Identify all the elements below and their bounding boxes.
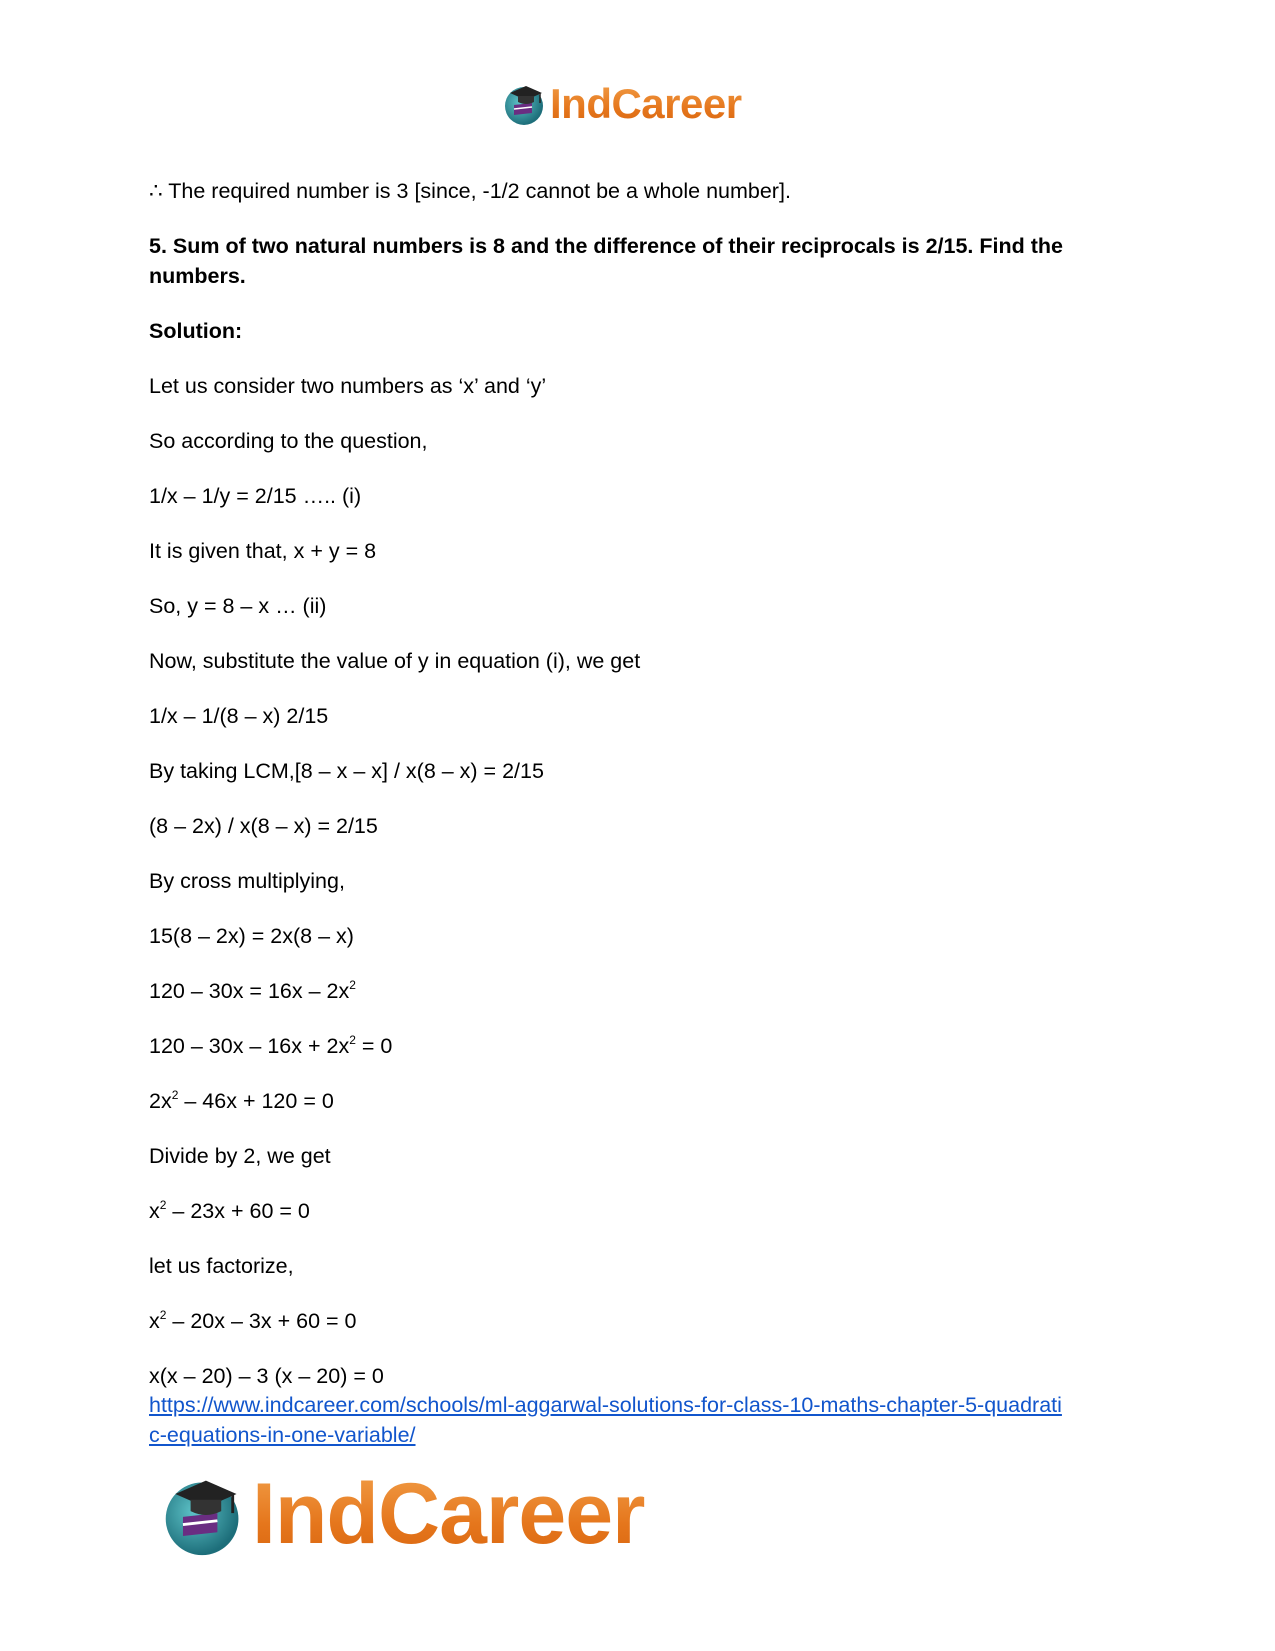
footer-logo [160,1467,645,1562]
exponent: 2 [171,1088,179,1102]
exponent: 2 [159,1308,167,1322]
source-link[interactable] [149,1390,1129,1450]
equation-line: x(x – 20) – 3 (x – 20) = 0 [149,1364,384,1388]
previous-conclusion: ∴ The required number is 3 [since, -1/2 cannot be a whole number]. [149,179,791,203]
exponent: 2 [349,1033,356,1047]
source-link-line-2[interactable]: c-equations-in-one-variable/ [149,1423,416,1447]
equation-line: 1/x – 1/y = 2/15 ….. (i) [149,484,362,508]
equation-text: 2x [149,1089,172,1113]
equation-line: 1/x – 1/(8 – x) 2/15 [149,704,329,728]
equation-line: So, y = 8 – x … (ii) [149,594,327,618]
solution-line: So according to the question, [149,429,428,453]
solution-label: Solution: [149,319,243,343]
equation-line [149,976,1129,1006]
solution-line: let us factorize, [149,1254,294,1278]
header-logo [502,80,742,128]
solution-line: Divide by 2, we get [149,1144,331,1168]
brand-logo-text: IndCareer [550,80,742,127]
equation-text: x [149,1309,160,1333]
document-body [149,176,1129,1391]
solution-line: It is given that, x + y = 8 [149,539,377,563]
source-link-line-1[interactable]: https://www.indcareer.com/schools/ml-aggarwal-solutions-for-class-10-maths-chapter-5-quadrati [149,1393,1062,1417]
equation-text: 120 – 30x – 16x + 2x [149,1034,350,1058]
graduation-cap-globe-icon [502,81,548,127]
equation-line: 15(8 – 2x) = 2x(8 – x) [149,924,354,948]
exponent: 2 [159,1198,167,1212]
equation-text: = 0 [355,1034,393,1058]
solution-line: Now, substitute the value of y in equation (i), we get [149,649,641,673]
equation-text: 120 – 30x = 16x – 2x [149,979,350,1003]
equation-line: By taking LCM,[8 – x – x] / x(8 – x) = 2/15 [149,759,544,783]
equation-text: – 20x – 3x + 60 = 0 [166,1309,357,1333]
brand-logo-text: IndCareer [252,1466,645,1562]
equation-line: (8 – 2x) / x(8 – x) = 2/15 [149,814,378,838]
equation-line [149,1031,1129,1061]
question-heading: 5. Sum of two natural numbers is 8 and the difference of their reciprocals is 2/15. Find the numbers. [149,234,1063,288]
graduation-cap-globe-icon [160,1471,248,1559]
equation-text: x [149,1199,160,1223]
equation-text: – 23x + 60 = 0 [166,1199,310,1223]
equation-text: – 46x + 120 = 0 [178,1089,334,1113]
equation-line [149,1196,1129,1226]
exponent: 2 [349,978,356,992]
solution-line: By cross multiplying, [149,869,345,893]
equation-line [149,1306,1129,1336]
solution-line: Let us consider two numbers as ‘x’ and ‘y’ [149,374,547,398]
equation-line [149,1086,1129,1116]
